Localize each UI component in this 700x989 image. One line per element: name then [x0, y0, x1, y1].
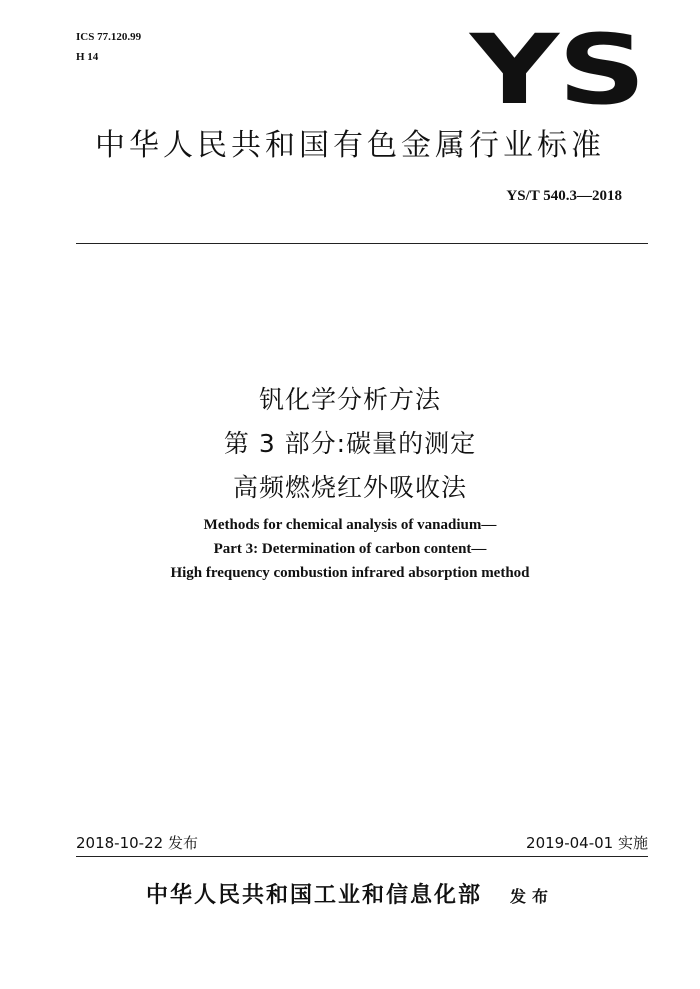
implementation-date: 2019-04-01 实施 — [526, 834, 648, 852]
standard-category-title: 中华人民共和国有色金属行业标准 — [95, 128, 605, 163]
publisher-name: 中华人民共和国工业和信息化部 — [145, 882, 482, 908]
publisher-suffix: 发布 — [510, 887, 555, 906]
english-title — [0, 513, 700, 585]
english-title-line-3: High frequency combustion infrared absorption method — [170, 565, 530, 581]
ics-block — [76, 27, 141, 67]
classification-code: H 14 — [76, 51, 99, 63]
ics-code: ICS 77.120.99 — [76, 31, 142, 43]
chinese-title-line-1: 钒化学分析方法 — [258, 385, 441, 414]
top-divider — [76, 243, 648, 244]
ys-logo: YS — [470, 14, 645, 126]
english-title-line-1: Methods for chemical analysis of vanadium— — [203, 517, 497, 533]
chinese-title-line-3: 高频燃烧红外吸收法 — [232, 473, 467, 502]
english-title-line-2: Part 3: Determination of carbon content— — [213, 541, 487, 557]
chinese-title — [0, 378, 700, 510]
publisher-line — [0, 878, 700, 909]
issue-date: 2018-10-22 发布 — [76, 834, 198, 852]
standard-number: YS/T 540.3—2018 — [506, 188, 622, 204]
chinese-title-line-2: 第 3 部分:碳量的测定 — [223, 429, 477, 458]
bottom-divider — [76, 856, 648, 857]
